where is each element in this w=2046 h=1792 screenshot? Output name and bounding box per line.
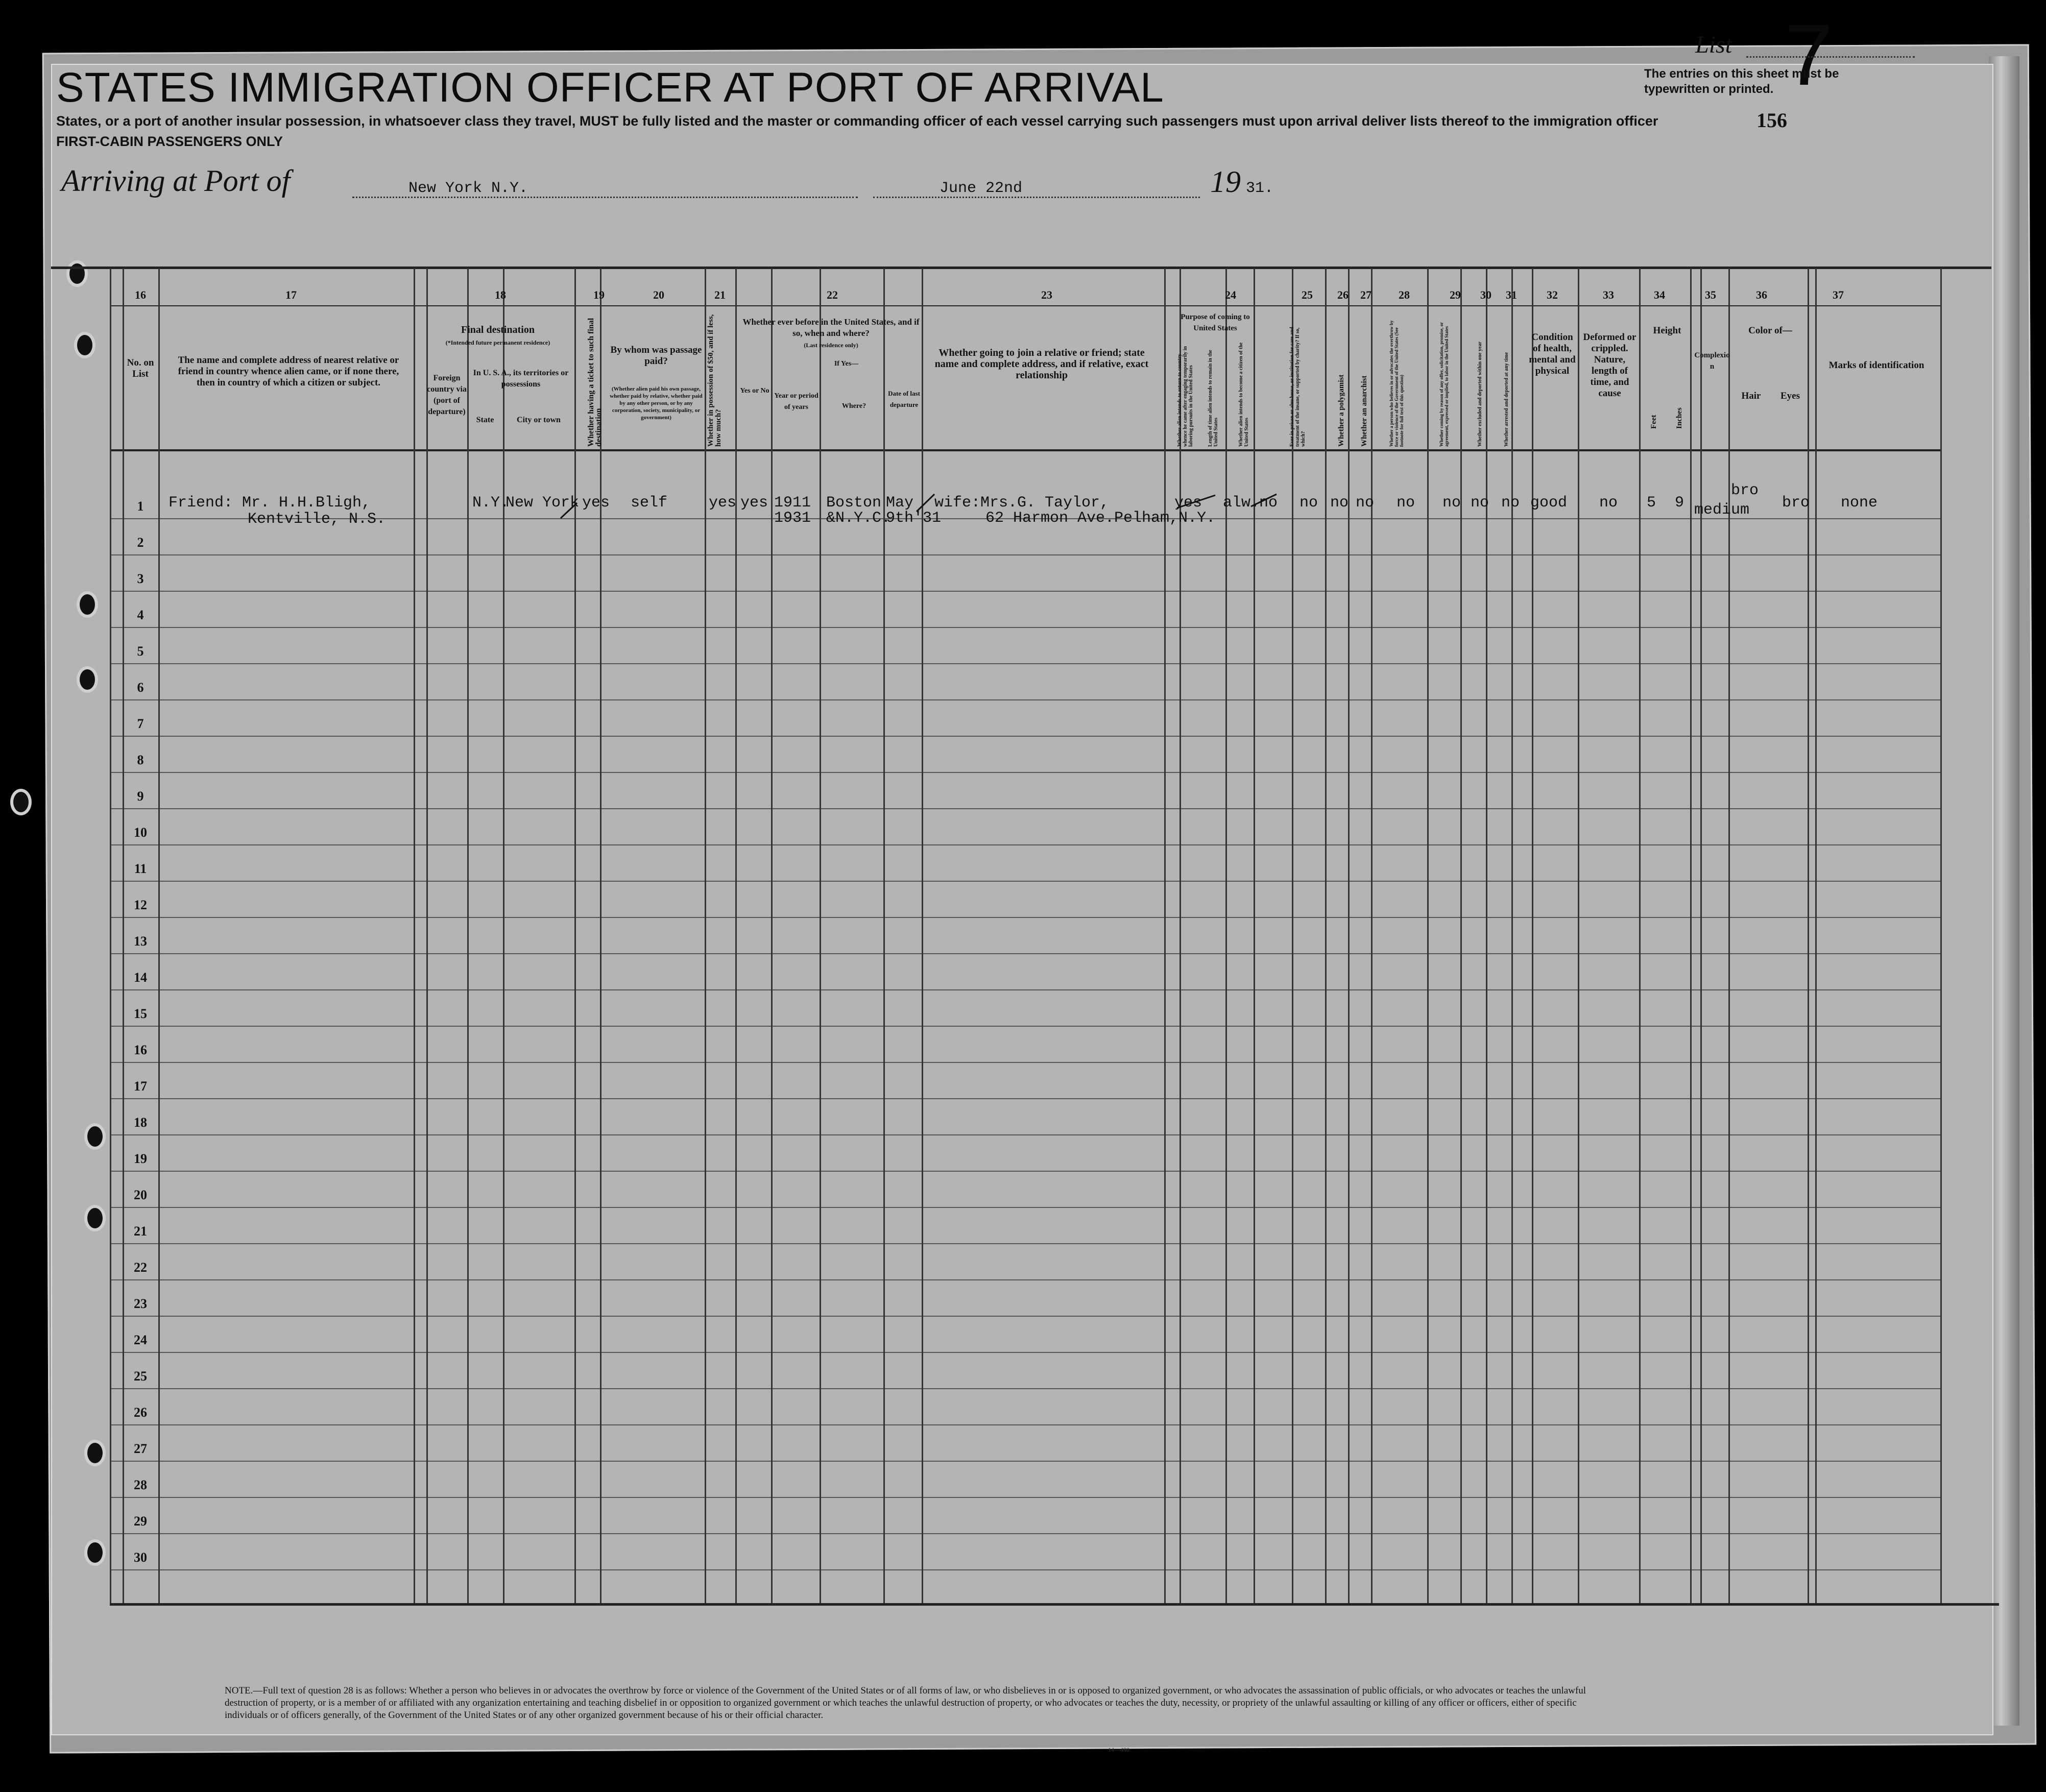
- row-rule: [110, 844, 1940, 845]
- header-in-usa: In U. S. A., its territories or possessions: [473, 369, 569, 389]
- where-value-2: &N.Y.C.: [826, 510, 891, 527]
- header-where: Where?: [841, 402, 866, 410]
- column-rule: [600, 268, 601, 1603]
- row-rule: [110, 1497, 1940, 1498]
- header-passage-paid: By whom was passage paid?: [610, 345, 702, 367]
- header-final-destination-sub: (*Intended future permanent residence): [445, 339, 550, 346]
- departure-date-1: May: [886, 494, 914, 512]
- header-fifty-dollars: Whether in possession of $50, and if less, how much?: [707, 314, 723, 447]
- header-overthrow: Whether a person who believes in or advocates the overthrow by force or violence of the Government of the United States (See footnote for full text of this question): [1389, 320, 1404, 447]
- column-rule: [1639, 268, 1641, 1603]
- form-instructions: States, or a port of another insular possession, in whatsoever class they travel, MUST be fully listed and the master or commanding officer of each vessel carrying such passengers must upon arrival deliver lists thereof to the immigration officer: [56, 113, 1658, 129]
- binder-hole: [10, 789, 32, 815]
- row-number: 29: [134, 1514, 147, 1529]
- column-rule: [158, 268, 160, 1603]
- check-mark: [1177, 495, 1215, 508]
- overthrow-value: no: [1397, 494, 1415, 512]
- colnum-rule: [110, 305, 1940, 306]
- column-rule: [1940, 268, 1942, 1603]
- row-number: 2: [137, 535, 144, 550]
- row-number: 15: [134, 1006, 147, 1021]
- colnum-26: 26: [1337, 288, 1349, 301]
- header-state: State: [476, 416, 494, 424]
- colnum-30: 30: [1480, 288, 1491, 301]
- header-bottom-rule: [110, 449, 1940, 451]
- polygamist-value: no: [1330, 494, 1349, 512]
- row-number: 9: [137, 789, 144, 804]
- column-rule: [574, 268, 576, 1603]
- list-number: 7: [1785, 7, 1833, 104]
- row-rule: [110, 736, 1940, 737]
- check-mark: [917, 494, 934, 512]
- sheet-edge: [1989, 56, 2019, 1726]
- column-rule: [1325, 268, 1327, 1603]
- row-number: 26: [134, 1405, 147, 1420]
- friend-name: Friend: Mr. H.H.Bligh,: [169, 494, 371, 512]
- column-rule: [1225, 268, 1227, 1603]
- row-number: 11: [134, 861, 147, 876]
- row-number: 17: [134, 1079, 147, 1094]
- row-rule: [110, 1026, 1940, 1027]
- row-number: 13: [134, 934, 147, 949]
- year-suffix: 31.: [1246, 180, 1274, 197]
- header-height: Height: [1653, 325, 1681, 336]
- column-rule: [922, 268, 923, 1603]
- money-value: yes: [709, 494, 737, 512]
- row-number: 12: [134, 898, 147, 912]
- arriving-label: Arriving at Port of: [61, 164, 291, 198]
- row-rule: [110, 1352, 1940, 1353]
- column-rule: [1700, 268, 1702, 1603]
- header-length-stay: Length of time alien intends to remain in the United States: [1208, 350, 1219, 447]
- row-number: 5: [137, 644, 144, 659]
- colnum-29: 29: [1450, 288, 1461, 301]
- row-number: 19: [134, 1151, 147, 1166]
- header-excluded: Whether excluded and deported within one year: [1477, 342, 1483, 447]
- row-number: 4: [137, 608, 144, 622]
- colnum-21: 21: [714, 288, 726, 301]
- friend-address: Kentville, N.S.: [248, 511, 386, 528]
- row-rule: [110, 881, 1940, 882]
- row-number: 20: [134, 1188, 147, 1202]
- row-number: 24: [134, 1333, 147, 1347]
- row-number: 27: [134, 1441, 147, 1456]
- header-ticket: Whether having a ticket to such final destination: [587, 318, 603, 447]
- colnum-22: 22: [827, 288, 838, 301]
- column-rule: [1815, 268, 1817, 1603]
- ticket-value: yes: [582, 494, 610, 512]
- paid-by-value: self: [631, 494, 668, 512]
- column-rule: [1808, 268, 1809, 1603]
- column-rule: [1690, 268, 1692, 1603]
- deformed-value: no: [1599, 494, 1618, 512]
- column-rule: [467, 268, 469, 1603]
- row-rule: [110, 917, 1940, 918]
- header-deformed: Deformed or crippled. Nature, length of time, and cause: [1583, 332, 1636, 399]
- arrival-date: June 22nd: [940, 180, 1023, 197]
- footnote: NOTE.—Full text of question 28 is as follows: Whether a person who believes in or advocates the overthrow by force or violence of the Government of the United States or of all forms of law, or who disbelieves in or is opposed to organized government, or who advocates the assassination of public officials, or who advocates or teaches the unlawful destruction of property, or is a member of or affiliated with any organization entertaining and teaching disbelief in or opposition to organized government or which teaches the unlawful destruction of property, or who advocates or teaches the duty, necessity, or propriety of the unlawful assaulting or killing of any officer or officers, either of specific individuals or of officers generally, of the Government of the United States or of any other organized government because of his or their official character.: [225, 1685, 1586, 1721]
- row-rule: [110, 627, 1940, 628]
- eyes-value: bro: [1782, 494, 1810, 512]
- check-mark: [1251, 494, 1277, 506]
- colnum-17: 17: [285, 288, 297, 301]
- row-rule: [110, 1098, 1940, 1099]
- row-number: 16: [134, 1043, 147, 1057]
- row-number: 18: [134, 1115, 147, 1130]
- row-rule: [110, 1316, 1940, 1317]
- arrival-port: New York N.Y.: [408, 180, 528, 197]
- table-bottom-rule: [110, 1603, 1999, 1606]
- row-rule: [110, 1279, 1940, 1280]
- colnum-32: 32: [1547, 288, 1558, 301]
- column-rule: [503, 268, 504, 1603]
- header-date-departure: Date of last departure: [888, 390, 920, 408]
- header-no-on-list: No. on List: [127, 357, 154, 379]
- header-if-yes: If Yes—: [834, 360, 859, 368]
- departure-date-2: 9th'31: [886, 510, 942, 527]
- length-stay-value: alw.: [1223, 494, 1260, 512]
- header-purpose: Purpose of coming to United States: [1181, 313, 1250, 332]
- row-number: 7: [137, 716, 144, 731]
- row-rule: [110, 591, 1940, 592]
- column-rule: [705, 268, 706, 1603]
- colnum-18: 18: [495, 288, 506, 301]
- where-value-1: Boston: [826, 494, 882, 512]
- row-number: 6: [137, 680, 144, 695]
- row-number: 8: [137, 753, 144, 767]
- row-rule: [110, 953, 1940, 954]
- date-line: [873, 197, 1200, 198]
- colnum-19: 19: [593, 288, 605, 301]
- colnum-16: 16: [135, 288, 146, 301]
- row-rule: [110, 1134, 1940, 1135]
- row-rule: [110, 989, 1940, 990]
- header-prison: Ever in prison or almshouse, or institution for care and treatment of the insane, or supported by charity? If so, which?: [1289, 327, 1306, 447]
- form-code: 14—480: [1108, 1746, 1129, 1753]
- health-value: good: [1530, 494, 1568, 512]
- header-final-destination: Final destination: [461, 324, 535, 335]
- colnum-28: 28: [1399, 288, 1410, 301]
- column-rule: [1371, 268, 1373, 1603]
- hair-value: bro: [1731, 482, 1759, 499]
- row-number: 25: [134, 1369, 147, 1384]
- inches-value: 9: [1675, 494, 1684, 512]
- excluded-value: no: [1471, 494, 1489, 512]
- entries-note: The entries on this sheet must be typewritten or printed.: [1644, 67, 1839, 96]
- anarchist-value: no: [1356, 494, 1375, 512]
- column-rule: [771, 268, 773, 1603]
- row-rule: [110, 699, 1940, 700]
- years-value-1: 1911: [774, 494, 811, 512]
- row-rule: [110, 1461, 1940, 1462]
- header-intends-return: Whether alien intends to return to country whence he came after engaging temporarily in laboring pursuits in the United States: [1177, 346, 1194, 447]
- header-ever-before: Whether ever before in the United States, and if so, when and where?: [742, 317, 920, 338]
- header-marks: Marks of identification: [1828, 360, 1924, 371]
- join-relative-2: 62 Harmon Ave.Pelham,N.Y.: [985, 510, 1216, 527]
- binder-hole: [77, 591, 98, 618]
- column-rule: [1511, 268, 1513, 1603]
- row-number: 1: [137, 499, 144, 514]
- row-rule: [110, 1388, 1940, 1389]
- binder-hole: [77, 666, 98, 693]
- row-rule: [110, 1569, 1940, 1570]
- header-join-relative: Whether going to join a relative or friend; state name and complete address, and if relative, exact relationship: [934, 347, 1149, 381]
- row-number: 21: [134, 1224, 147, 1239]
- header-health: Condition of health, mental and physical: [1529, 332, 1576, 376]
- join-relative-1: wife:Mrs.G. Taylor,: [934, 494, 1110, 512]
- column-rule: [414, 268, 415, 1603]
- header-citizen: Whether alien intends to become a citizen of the United States: [1238, 342, 1249, 447]
- binder-hole: [84, 1205, 106, 1231]
- header-hair: Hair: [1741, 391, 1761, 401]
- row-rule: [110, 772, 1940, 773]
- before-in-us-value: yes: [740, 494, 768, 512]
- form-title: STATES IMMIGRATION OFFICER AT PORT OF ARRIVAL: [56, 64, 1164, 111]
- prison-value: no: [1299, 494, 1318, 512]
- row-number: 10: [134, 825, 147, 840]
- header-anarchist: Whether an anarchist: [1360, 375, 1368, 447]
- row-rule: [110, 1207, 1940, 1208]
- header-eyes: Eyes: [1780, 391, 1800, 401]
- row-rule: [110, 663, 1940, 664]
- column-rule: [1180, 268, 1181, 1603]
- colnum-23: 23: [1041, 288, 1052, 301]
- row-number: 23: [134, 1296, 147, 1311]
- header-color-of: Color of—: [1748, 325, 1792, 336]
- column-rule: [1486, 268, 1487, 1603]
- colnum-24: 24: [1225, 288, 1236, 301]
- binder-hole: [66, 260, 88, 287]
- column-rule: [1164, 268, 1166, 1603]
- row-rule: [110, 1171, 1940, 1172]
- column-rule: [820, 268, 821, 1603]
- marks-value: none: [1841, 494, 1878, 512]
- feet-value: 5: [1647, 494, 1656, 512]
- intends-return-value: yes: [1174, 494, 1202, 512]
- colnum-20: 20: [653, 288, 664, 301]
- colnum-34: 34: [1654, 288, 1665, 301]
- colnum-25: 25: [1302, 288, 1313, 301]
- row-rule: [110, 1062, 1940, 1063]
- years-value-2: 1931: [774, 510, 811, 527]
- manifest-sheet: [51, 64, 1993, 1735]
- header-nearest-relative: The name and complete address of nearest relative or friend in country whence alien came, or if none there, then in country of which a citizen or subject.: [178, 355, 399, 388]
- header-inches: Inches: [1675, 407, 1683, 429]
- check-mark: [561, 503, 577, 518]
- binder-hole: [84, 1539, 106, 1566]
- labor-offer-value: no: [1442, 494, 1461, 512]
- row-number: 28: [134, 1478, 147, 1492]
- column-rule: [883, 268, 885, 1603]
- column-rule: [735, 268, 737, 1603]
- year-prefix: 19: [1210, 165, 1241, 199]
- colnum-27: 27: [1360, 288, 1371, 301]
- column-rule: [1728, 268, 1730, 1603]
- column-rule: [1292, 268, 1293, 1603]
- header-last-residence: (Last residence only): [804, 342, 858, 349]
- row-rule: [110, 808, 1940, 809]
- column-rule: [110, 268, 111, 1603]
- row-number: 22: [134, 1260, 147, 1275]
- column-rule: [426, 268, 428, 1603]
- check-marks: [557, 490, 1322, 521]
- destination-city: New York: [506, 494, 580, 512]
- column-rule: [1578, 268, 1579, 1603]
- header-passage-paid-sub: (Whether alien paid his own passage, whether paid by relative, whether paid by any other person, or by any corporation, society, municipality, or government): [610, 386, 703, 421]
- header-complexion: Complexion: [1694, 351, 1730, 371]
- complexion-value: medium: [1694, 501, 1750, 519]
- header-feet: Feet: [1650, 415, 1658, 429]
- header-foreign-country: Foreign country via (port of departure): [427, 374, 467, 416]
- binder-hole: [84, 1440, 106, 1466]
- colnum-36: 36: [1756, 288, 1767, 301]
- column-rule: [1254, 268, 1255, 1603]
- column-rule: [1427, 268, 1429, 1603]
- destination-state: N.Y.: [472, 494, 510, 512]
- list-line: [1746, 56, 1915, 58]
- colnum-35: 35: [1705, 288, 1716, 301]
- colnum-31: 31: [1506, 288, 1517, 301]
- header-labor-offer: Whether coming by reason of any offer, solicitation, promise, or agreement, expressed or implied, to labor in the United States: [1439, 322, 1449, 447]
- row-rule: [110, 1533, 1940, 1534]
- colnum-37: 37: [1833, 288, 1844, 301]
- row-number: 3: [137, 571, 144, 586]
- column-rule: [1532, 268, 1533, 1603]
- row-number: 30: [134, 1550, 147, 1565]
- passenger-class: FIRST-CABIN PASSENGERS ONLY: [56, 134, 283, 149]
- page-number: 156: [1756, 109, 1787, 132]
- arrested-value: no: [1501, 494, 1520, 512]
- row-rule: [110, 1424, 1940, 1425]
- header-year-period: Year or period of years: [774, 392, 819, 411]
- citizen-value: no: [1259, 494, 1278, 512]
- column-rule: [1460, 268, 1462, 1603]
- binder-hole: [74, 332, 95, 358]
- row-rule: [110, 554, 1940, 555]
- header-yes-no: Yes or No: [740, 387, 769, 395]
- list-label: List: [1695, 31, 1732, 58]
- binder-hole: [84, 1123, 106, 1150]
- header-arrested: Whether arrested and deported at any time: [1504, 352, 1509, 447]
- row-rule: [110, 1243, 1940, 1244]
- header-city: City or town: [517, 416, 561, 424]
- row-number: 14: [134, 970, 147, 985]
- header-polygamist: Whether a polygamist: [1337, 374, 1345, 447]
- column-rule: [1348, 268, 1350, 1603]
- colnum-33: 33: [1603, 288, 1614, 301]
